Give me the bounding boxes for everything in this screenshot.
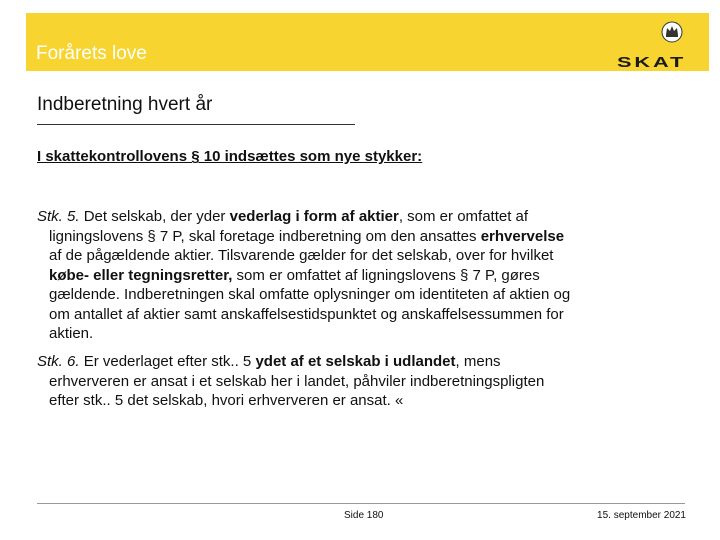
stk-label: Stk. 6.: [37, 353, 80, 370]
emphasis: ydet af et selskab i udlandet: [255, 353, 456, 370]
paragraph-stk-6: Stk. 6. Er vederlaget efter stk.. 5 ydet af et selskab i udlandet, mens erhververen er ansat i et selskab her i landet, påhviler indberetningspligten efter stk.. 5 det selskab, hvori erhververen er ansat. «: [37, 353, 545, 409]
logo-text: SKAT: [617, 54, 687, 71]
crown-icon: [661, 19, 683, 43]
skat-logo: [615, 19, 687, 71]
lead-text: I skattekontrollovens § 10 indsættes som nye stykker:: [37, 148, 423, 165]
emphasis: vederlag i form af aktier: [229, 208, 399, 225]
stk-label: Stk. 5.: [37, 208, 80, 225]
footer-date: 15. september 2021: [597, 510, 686, 521]
page-number: Side 180: [344, 510, 384, 521]
header-bar: [26, 13, 709, 71]
emphasis: erhvervelse: [480, 227, 565, 245]
slide-subtitle: Indberetning hvert år: [37, 94, 213, 115]
emphasis: købe- eller tegningsretter,: [49, 266, 233, 284]
subtitle-divider: [37, 124, 355, 125]
footer-divider: [37, 503, 685, 504]
paragraph-stk-5: Stk. 5. Det selskab, der yder vederlag i form af aktier, som er omfattet af ligningslovens § 7 P, skal foretage indberetning om den ansattes erhvervelse af de pågældende aktier. Tilsvarende gælder for det selskab, over for hvilket købe- eller tegningsretter, som er omfattet af ligningslovens § 7 P, gøres gældende. Indberetningen skal omfatte oplysninger om identiteten af aktien og om antallet af aktier samt anskaffelsestidspunktet og anskaffelsessummen for aktien.: [37, 208, 571, 342]
presentation-title: Forårets love: [36, 43, 147, 64]
